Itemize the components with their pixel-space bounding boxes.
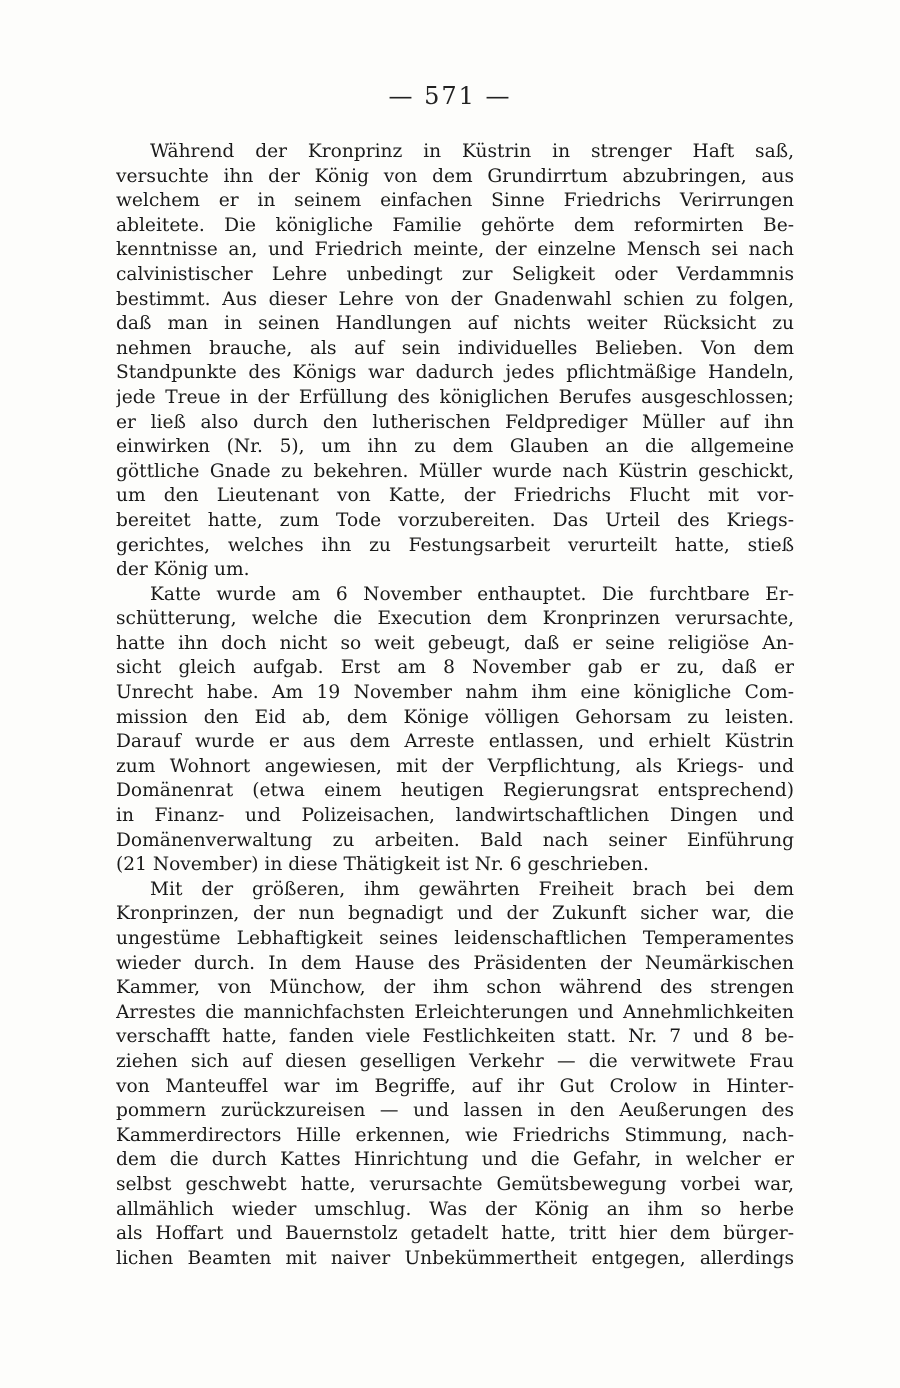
body-text (116, 140, 794, 1271)
text-line: bestimmt. Aus dieser Lehre von der Gnadenwahl schien zu folgen, (116, 288, 794, 310)
text-line: allmählich wieder umschlug. Was der König an ihm so herbe (116, 1198, 794, 1220)
text-line: Kammer, von Münchow, der ihm schon während des strengen (116, 977, 794, 999)
text-line: ableitete. Die königliche Familie gehörte dem reformirten Be- (116, 214, 794, 236)
text-line: dem die durch Kattes Hinrichtung und die Gefahr, in welcher er (116, 1149, 794, 1171)
text-line: Während der Kronprinz in Küstrin in strenger Haft saß, (150, 141, 794, 162)
text-line: schütterung, welche die Execution dem Kronprinzen verursachte, (116, 608, 794, 630)
text-line: Kammerdirectors Hille erkennen, wie Friedrichs Stimmung, nach- (116, 1124, 794, 1146)
text-line: Unrecht habe. Am 19 November nahm ihm eine königliche Com- (116, 682, 794, 704)
text-line: bereitet hatte, zum Tode vorzubereiten. Das Urteil des Kriegs- (116, 509, 794, 531)
text-line: selbst geschwebt hatte, verursachte Gemütsbewegung vorbei war, (116, 1173, 794, 1195)
text-line: pommern zurückzureisen — und lassen in den Aeußerungen des (116, 1100, 794, 1122)
text-line: jede Treue in der Erfüllung des königlichen Berufes ausgeschlossen; (116, 386, 794, 408)
text-line: sicht gleich aufgab. Erst am 8 November gab er zu, daß er (116, 657, 794, 679)
text-line: Arrestes die mannichfachsten Erleichterungen und Annehmlichkeiten (116, 1001, 794, 1023)
text-line: Katte wurde am 6 November enthauptet. Die furchtbare Er- (150, 583, 794, 605)
text-line: daß man in seinen Handlungen auf nichts weiter Rücksicht zu (116, 313, 794, 335)
text-line: Standpunkte des Königs war dadurch jedes pflichtmäßige Handeln, (116, 362, 794, 384)
text-line: versuchte ihn der König von dem Grundirrtum abzubringen, aus (116, 165, 794, 187)
text-line: lichen Beamten mit naiver Unbekümmertheit entgegen, allerdings (116, 1247, 794, 1269)
text-line: gerichtes, welches ihn zu Festungsarbeit verurteilt hatte, stieß (116, 534, 794, 556)
text-line: Domänenrat (etwa einem heutigen Regierungsrat entsprechend) (116, 780, 794, 802)
page-number: — 571 — (388, 82, 512, 110)
text-line: Mit der größeren, ihm gewährten Freiheit brach bei dem (150, 878, 794, 900)
text-line: (21 November) in diese Thätigkeit ist Nr. 6 geschrieben. (116, 854, 649, 876)
text-line: wieder durch. In dem Hause des Präsidenten der Neumärkischen (116, 952, 794, 974)
text-line: er ließ also durch den lutherischen Feldprediger Müller auf ihn (116, 411, 794, 433)
text-line: zum Wohnort angewiesen, mit der Verpflichtung, als Kriegs- und (116, 755, 794, 777)
text-line: Domänenverwaltung zu arbeiten. Bald nach seiner Einführung (116, 829, 794, 851)
text-line: von Manteuffel war im Begriffe, auf ihr Gut Crolow in Hinter- (116, 1075, 794, 1097)
text-line: verschafft hatte, fanden viele Festlichkeiten statt. Nr. 7 und 8 be- (116, 1026, 794, 1048)
text-line: der König um. (116, 559, 250, 581)
text-line: kenntnisse an, und Friedrich meinte, der einzelne Mensch sei nach (116, 239, 794, 261)
text-line: Kronprinzen, der nun begnadigt und der Zukunft sicher war, die (116, 903, 794, 925)
text-line: nehmen brauche, als auf sein individuelles Belieben. Von dem (116, 337, 794, 359)
text-line: welchem er in seinem einfachen Sinne Friedrichs Verirrungen (116, 190, 794, 212)
text-line: ungestüme Lebhaftigkeit seines leidenschaftlichen Temperamentes (116, 928, 794, 949)
text-line: einwirken (Nr. 5), um ihn zu dem Glauben an die allgemeine (116, 436, 794, 458)
text-line: Darauf wurde er aus dem Arreste entlassen, und erhielt Küstrin (116, 731, 794, 753)
text-line: hatte ihn doch nicht so weit gebeugt, daß er seine religiöse An- (116, 632, 794, 654)
text-line: calvinistischer Lehre unbedingt zur Seligkeit oder Verdammnis (116, 263, 794, 285)
text-line: in Finanz- und Polizeisachen, landwirtschaftlichen Dingen und (116, 805, 794, 827)
text-line: göttliche Gnade zu bekehren. Müller wurde nach Küstrin geschickt, (116, 460, 794, 482)
text-line: ziehen sich auf diesen geselligen Verkehr — die verwitwete Frau (116, 1050, 794, 1072)
text-line: mission den Eid ab, dem Könige völligen Gehorsam zu leisten. (116, 706, 794, 728)
text-line: um den Lieutenant von Katte, der Friedrichs Flucht mit vor- (116, 485, 794, 507)
text-line: als Hoffart und Bauernstolz getadelt hatte, tritt hier dem bürger- (116, 1223, 794, 1245)
